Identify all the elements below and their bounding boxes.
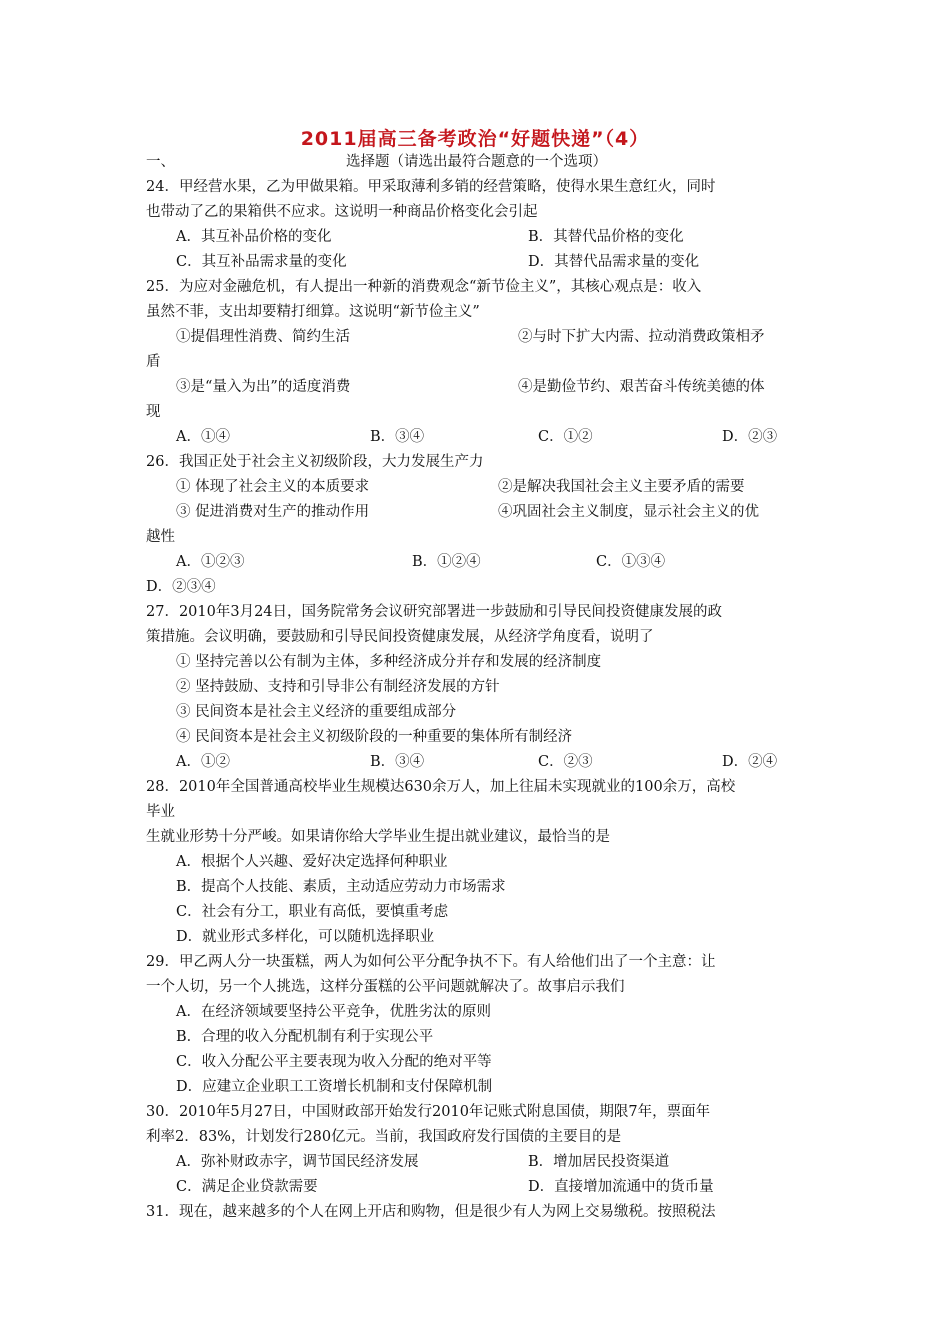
q27-option-a: A．①② [176,754,230,770]
q29-option-a: A．在经济领域要坚持公平竞争，优胜劣汰的原则 [176,1004,491,1020]
q26-statement-4-cont: 越性 [146,529,175,545]
q27-option-d: D．②④ [722,754,778,770]
q28-option-c: C．社会有分工，职业有高低，要慎重考虑 [176,904,449,920]
q25-statement-3: ③是“量入为出”的适度消费 [176,379,351,395]
q26-option-c: C．①③④ [596,554,666,570]
q25-stem-line1: 25．为应对金融危机，有人提出一种新的消费观念“新节俭主义”，其核心观点是：收入 [146,279,702,295]
q24-option-b: B．其替代品价格的变化 [528,229,684,245]
q26-option-d: D．②③④ [146,579,216,595]
q24-option-a: A．其互补品价格的变化 [176,229,332,245]
q24-stem-line2: 也带动了乙的果箱供不应求。这说明一种商品价格变化会引起 [146,204,538,220]
q27-stem-line1: 27．2010年3月24日，国务院常务会议研究部署进一步鼓励和引导民间投资健康发展的政 [146,604,723,620]
q25-statement-4: ④是勤俭节约、艰苦奋斗传统美德的体 [518,379,765,395]
q24-stem-line1: 24．甲经营水果，乙为甲做果箱。甲采取薄利多销的经营策略，使得水果生意红火，同时 [146,179,716,195]
q29-option-c: C．收入分配公平主要表现为收入分配的绝对平等 [176,1054,492,1070]
q25-option-d: D．②③ [722,429,778,445]
q28-option-a: A．根据个人兴趣、爱好决定选择何种职业 [176,854,448,870]
q30-option-b: B．增加居民投资渠道 [528,1154,670,1170]
q29-stem-line1: 29．甲乙两人分一块蛋糕，两人为如何公平分配争执不下。有人给他们出了一个主意：让 [146,954,716,970]
q31-stem-line1: 31．现在，越来越多的个人在网上开店和购物，但是很少有人为网上交易缴税。按照税法 [146,1204,716,1220]
q28-stem-line3: 生就业形势十分严峻。如果请你给大学毕业生提出就业建议，最恰当的是 [146,829,610,845]
q29-option-b: B．合理的收入分配机制有利于实现公平 [176,1029,434,1045]
section-label: 选择题（请选出最符合题意的一个选项） [346,154,607,170]
q28-stem-line2: 毕业 [146,804,175,820]
q27-option-b: B．③④ [370,754,425,770]
q27-stem-line2: 策措施。会议明确，要鼓励和引导民间投资健康发展，从经济学角度看，说明了 [146,629,654,645]
q27-statement-4: ④ 民间资本是社会主义初级阶段的一种重要的集体所有制经济 [176,729,573,745]
q26-stem-line1: 26．我国正处于社会主义初级阶段，大力发展生产力 [146,454,484,470]
q28-stem-line1: 28．2010年全国普通高校毕业生规模达630余万人，加上往届未实现就业的100余万，高校 [146,779,736,795]
q30-option-a: A．弥补财政赤字，调节国民经济发展 [176,1154,419,1170]
q25-statement-2-cont: 盾 [146,354,161,370]
q25-statement-4-cont: 现 [146,404,161,420]
q26-statement-2: ②是解决我国社会主义主要矛盾的需要 [498,479,745,495]
q27-statement-1: ① 坚持完善以公有制为主体，多种经济成分并存和发展的经济制度 [176,654,602,670]
q25-option-c: C．①② [538,429,593,445]
q25-statement-2: ②与时下扩大内需、拉动消费政策相矛 [518,329,765,345]
q28-option-b: B．提高个人技能、素质，主动适应劳动力市场需求 [176,879,506,895]
q27-statement-3: ③ 民间资本是社会主义经济的重要组成部分 [176,704,457,720]
q25-statement-1: ①提倡理性消费、简约生活 [176,329,350,345]
q25-option-b: B．③④ [370,429,425,445]
q27-statement-2: ② 坚持鼓励、支持和引导非公有制经济发展的方针 [176,679,500,695]
q25-option-a: A．①④ [176,429,230,445]
section-number: 一、 [146,154,175,170]
q30-option-d: D．直接增加流通中的货币量 [528,1179,714,1195]
q29-stem-line2: 一个人切，另一个人挑选，这样分蛋糕的公平问题就解决了。故事启示我们 [146,979,625,995]
q26-option-b: B．①②④ [412,554,481,570]
q25-stem-line2: 虽然不菲，支出却要精打细算。这说明“新节俭主义” [146,304,480,320]
q26-statement-4: ④巩固社会主义制度，显示社会主义的优 [498,504,759,520]
q28-option-d: D．就业形式多样化，可以随机选择职业 [176,929,435,945]
q30-stem-line1: 30．2010年5月27日，中国财政部开始发行2010年记账式附息国债，期限7年，票面年 [146,1104,711,1120]
q26-option-a: A．①②③ [176,554,245,570]
q26-statement-3: ③ 促进消费对生产的推动作用 [176,504,370,520]
q29-option-d: D．应建立企业职工工资增长机制和支付保障机制 [176,1079,493,1095]
q26-statement-1: ① 体现了社会主义的本质要求 [176,479,370,495]
q30-stem-line2: 利率2．83%，计划发行280亿元。当前，我国政府发行国债的主要目的是 [146,1129,622,1145]
q30-option-c: C．满足企业贷款需要 [176,1179,318,1195]
q27-option-c: C．②③ [538,754,593,770]
page-title: 2011届高三备考政治“好题快递”（4） [300,128,650,150]
q24-option-d: D．其替代品需求量的变化 [528,254,700,270]
q24-option-c: C．其互补品需求量的变化 [176,254,347,270]
